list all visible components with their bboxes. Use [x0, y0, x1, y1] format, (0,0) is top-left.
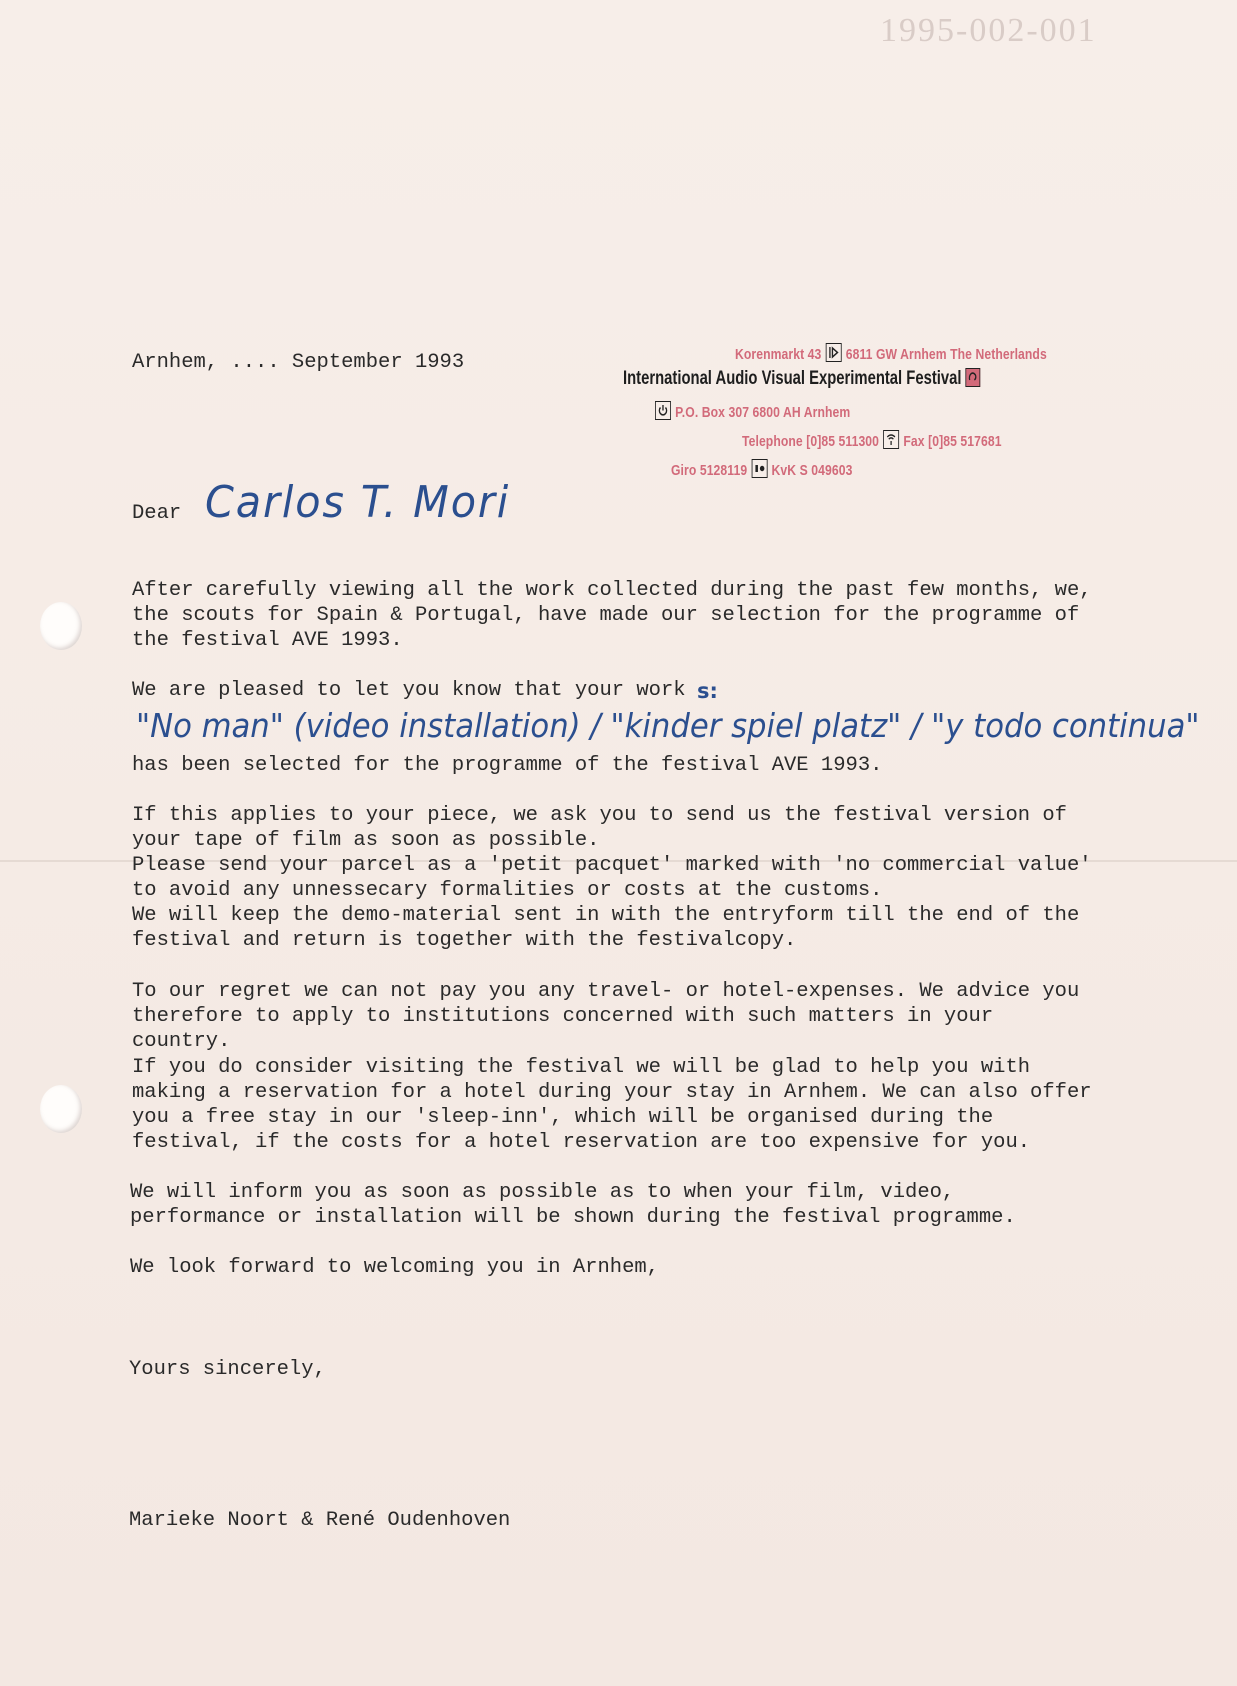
text-line: festival, if the costs for a hotel reservation are too expensive for you.	[132, 1131, 1031, 1154]
text-line: to avoid any unnessecary formalities or costs at the customs.	[132, 879, 883, 902]
date-line: Arnhem, .... September 1993	[132, 351, 465, 374]
text-line: We will inform you as soon as possible as to when your film, video,	[130, 1181, 955, 1204]
text-line: you a free stay in our 'sleep-inn', which will be organised during the	[132, 1106, 994, 1129]
kvk: KvK S 049603	[771, 463, 853, 479]
festival-name: International Audio Visual Experimental Festival	[623, 368, 962, 389]
text-line: has been selected for the programme of the festival AVE 1993.	[132, 754, 883, 777]
play-icon	[826, 343, 842, 362]
telephone: Telephone [0]85 511300	[742, 434, 880, 450]
text-line: If this applies to your piece, we ask you to send us the festival version of	[132, 804, 1067, 827]
ear-icon	[965, 368, 980, 387]
text-line: We are pleased to let you know that your work	[132, 679, 686, 702]
letterhead-phone	[742, 430, 1002, 450]
text-line: the festival AVE 1993.	[132, 629, 403, 652]
power-icon	[655, 401, 671, 420]
address-postcode: 6811 GW Arnhem The Netherlands	[845, 347, 1047, 363]
address-street: Korenmarkt 43	[735, 347, 822, 363]
antenna-icon	[883, 430, 899, 449]
text-line: To our regret we can not pay you any travel- or hotel-expenses. We advice you	[132, 980, 1080, 1003]
text-line: Please send your parcel as a 'petit pacquet' marked with 'no commercial value'	[132, 854, 1092, 877]
text-line: festival and return is together with the festivalcopy.	[132, 929, 797, 952]
festival-title	[623, 368, 984, 390]
works-handwritten: "No man" (video installation) / "kinder spiel platz" / "y todo continua"	[136, 706, 1200, 745]
signatories: Marieke Noort & René Oudenhoven	[129, 1509, 511, 1532]
giro: Giro 5128119	[671, 463, 748, 479]
text-line: making a reservation for a hotel during your stay in Arnhem. We can also offer	[132, 1081, 1092, 1104]
punch-hole-top	[40, 602, 82, 650]
text-line: your tape of film as soon as possible.	[132, 829, 600, 852]
works-plural-handwritten: s:	[697, 679, 718, 703]
sign-off: Yours sincerely,	[129, 1358, 326, 1381]
punch-hole-bottom	[40, 1085, 82, 1133]
text-line: If you do consider visiting the festival we will be glad to help you with	[132, 1056, 1031, 1079]
recipient-handwritten: Carlos T. Mori	[205, 477, 511, 528]
letterhead-address	[735, 343, 1047, 363]
letterhead-pobox	[655, 401, 850, 421]
salutation: Dear	[132, 502, 182, 525]
text-line: We will keep the demo-material sent in with the entryform till the end of the	[132, 904, 1080, 927]
po-box: P.O. Box 307 6800 AH Arnhem	[675, 405, 851, 421]
letterhead-registration	[671, 459, 852, 479]
text-line: the scouts for Spain & Portugal, have made our selection for the programme of	[132, 604, 1080, 627]
fax: Fax [0]85 517681	[903, 434, 1002, 450]
text-line: therefore to apply to institutions concerned with such matters in your	[132, 1005, 994, 1028]
closing-line: We look forward to welcoming you in Arnhem,	[130, 1256, 659, 1279]
text-line: country.	[132, 1030, 231, 1053]
text-line: After carefully viewing all the work collected during the past few months, we,	[132, 579, 1092, 602]
record-icon	[751, 459, 767, 478]
text-line: performance or installation will be shown during the festival programme.	[130, 1206, 1016, 1229]
archive-number: 1995-002-001	[880, 12, 1097, 49]
